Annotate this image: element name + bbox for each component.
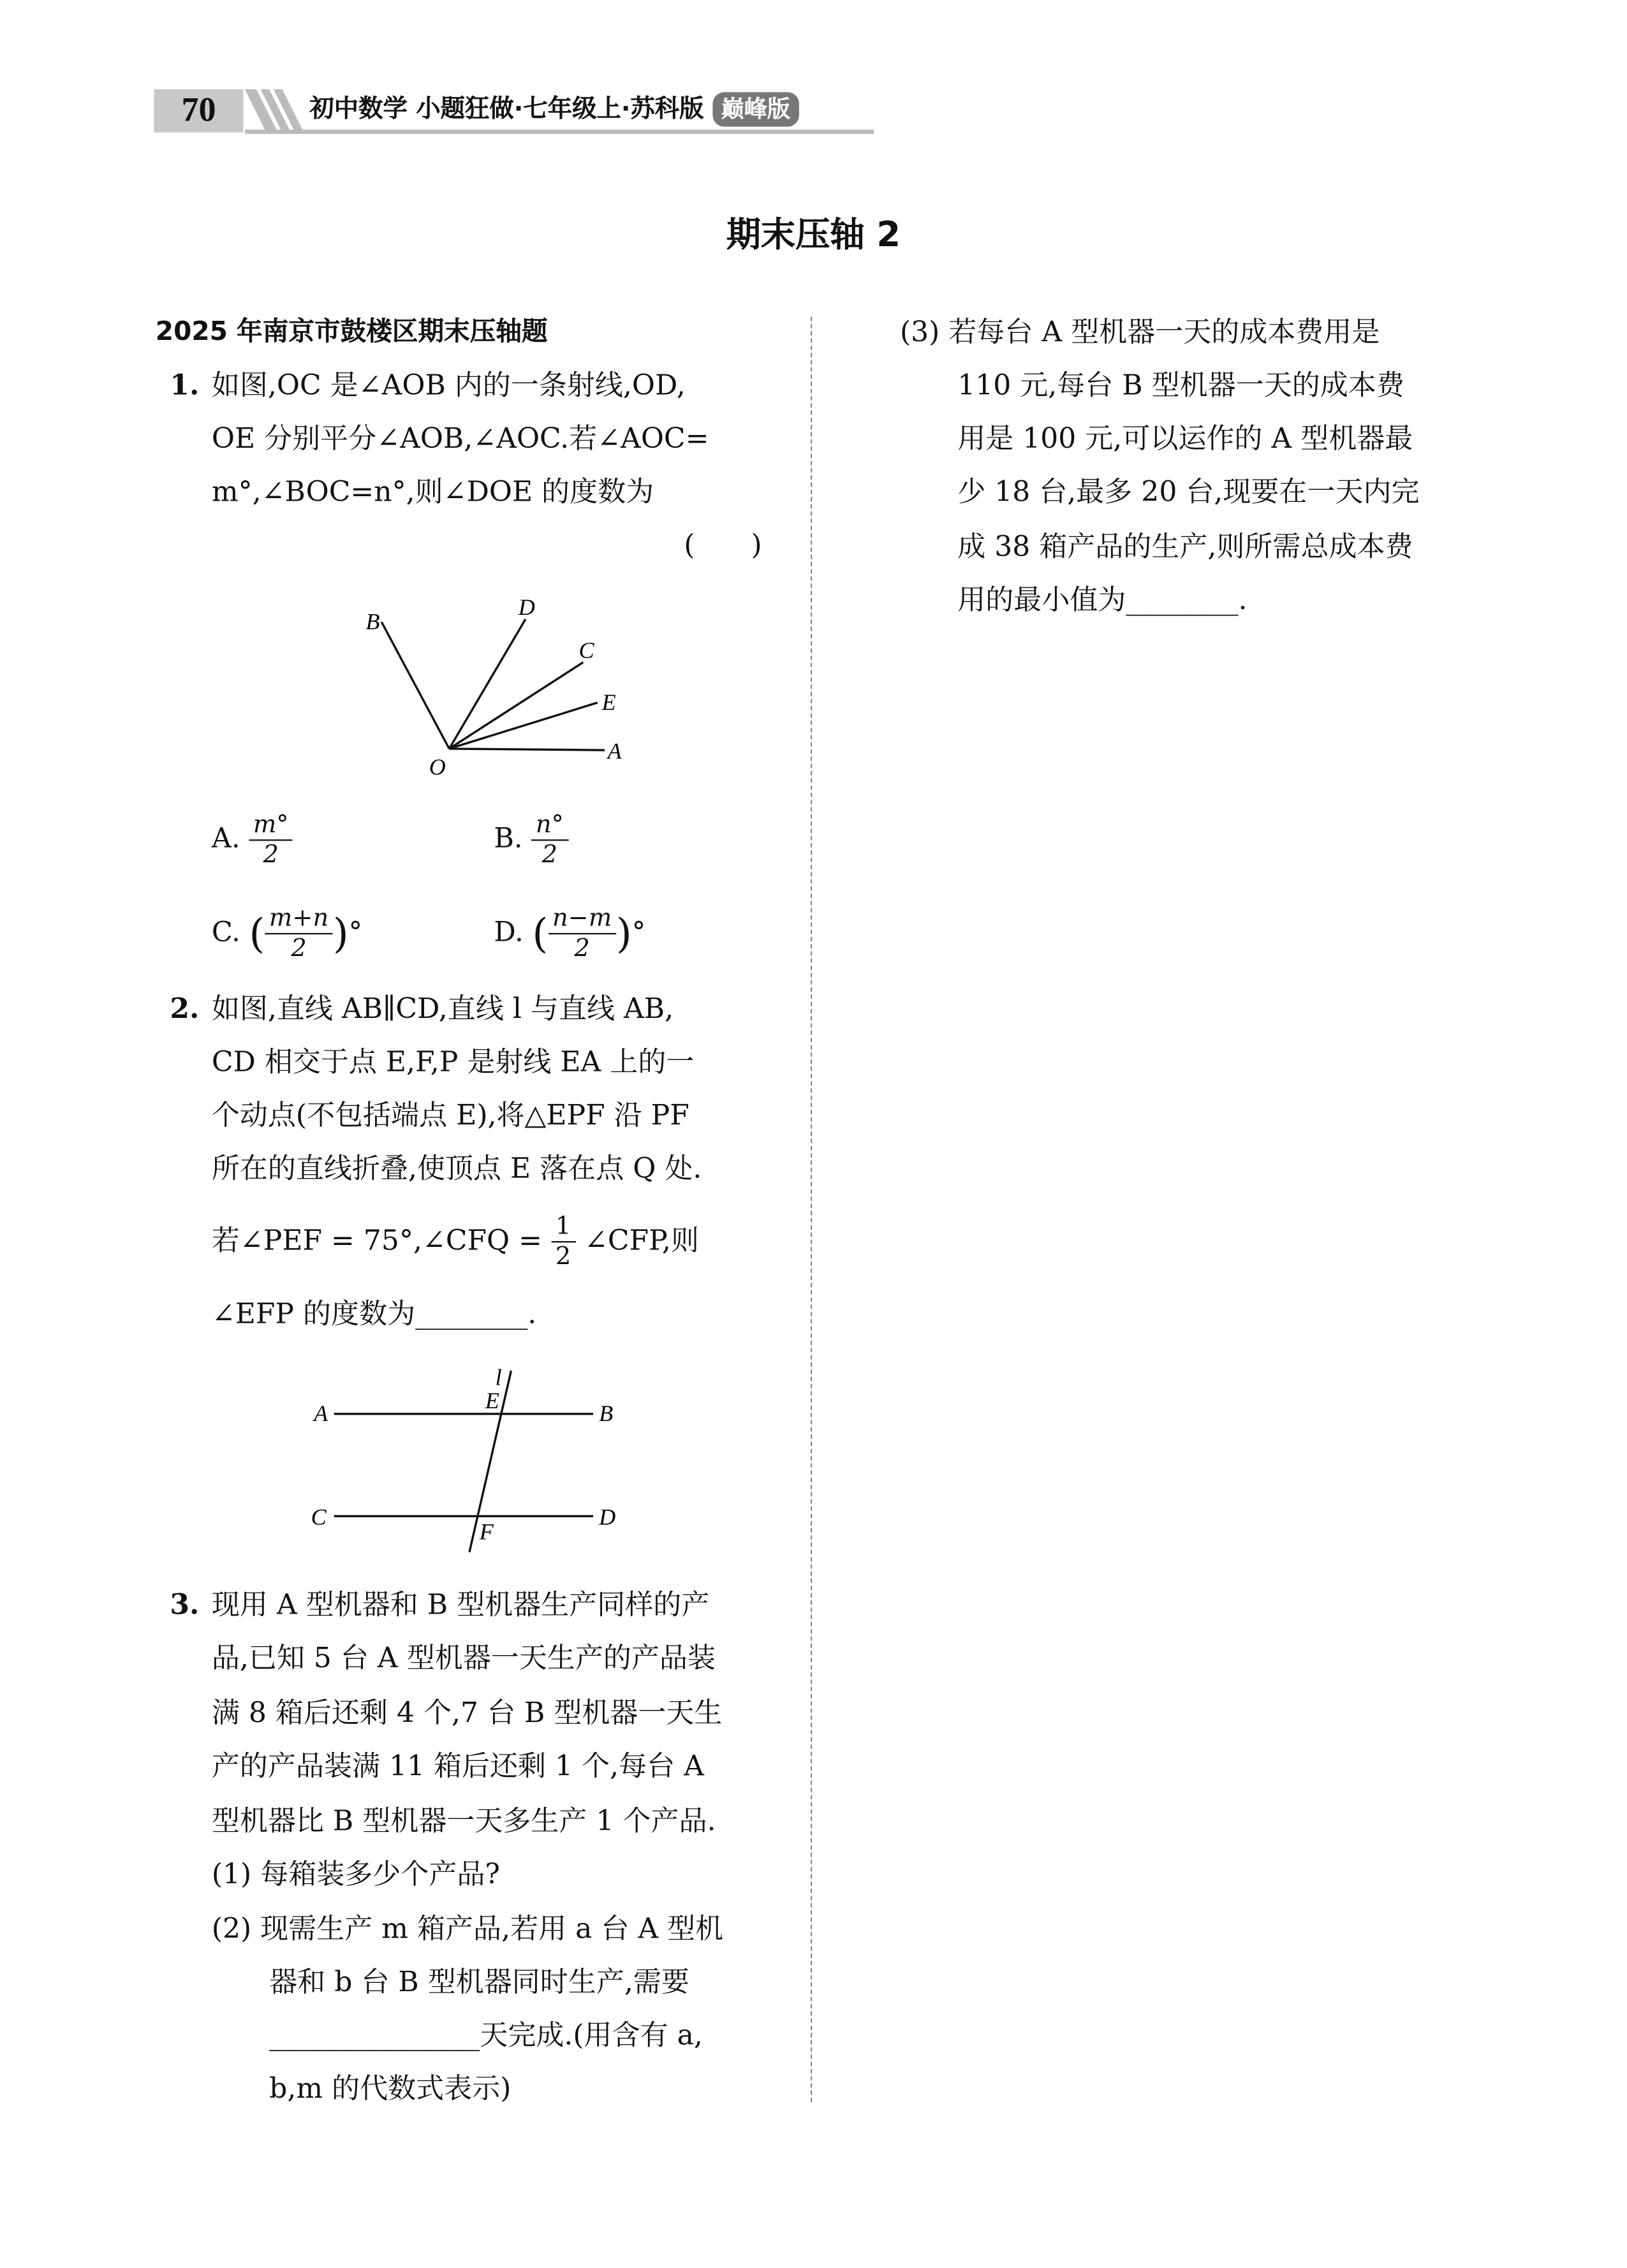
q2-number: 2. (170, 992, 200, 1026)
book-title-text: 初中数学 小题狂做·七年级上·苏科版 (309, 94, 704, 124)
q2-line-6[interactable]: ∠EFP 的度数为________. (211, 1297, 537, 1330)
q3-sub2: (2) 现需生产 m 箱产品,若用 a 台 A 型机 (211, 1911, 724, 1945)
label-e: E (485, 1387, 499, 1413)
fraction-denominator: 2 (263, 841, 279, 870)
q2-line: 所在的直线折叠,使顶点 E 落在点 Q 处. (211, 1152, 702, 1185)
q2-line-5 (212, 1207, 699, 1276)
book-title (309, 92, 799, 126)
fraction-numerator: m+n (265, 904, 333, 934)
q3-sub3: (3) 若每台 A 型机器一天的成本费用是 (899, 315, 1380, 349)
q3-sub3: 成 38 箱产品的生产,则所需总成本费 (957, 529, 1413, 563)
header-rule (245, 129, 874, 134)
fraction-numerator: n° (531, 811, 568, 841)
q2-line: CD 相交于点 E,F,P 是射线 EA 上的一 (211, 1045, 695, 1079)
header-stripes (245, 89, 310, 133)
q3-line: 产的产品装满 11 箱后还剩 1 个,每台 A (211, 1749, 704, 1783)
q1-number: 1. (170, 368, 200, 402)
label-c: C (578, 637, 594, 663)
q3-sub3: 110 元,每台 B 型机器一天的成本费 (957, 368, 1404, 402)
section-heading: 2025 年南京市鼓楼区期末压轴题 (155, 316, 548, 348)
q2-line: 如图,直线 AB∥CD,直线 l 与直线 AB, (211, 992, 674, 1026)
fraction-denominator: 2 (574, 934, 590, 964)
q1-line: OE 分别平分∠AOB,∠AOC.若∠AOC= (211, 422, 709, 455)
label-o: O (429, 754, 446, 780)
q2-text: ∠CFP,则 (584, 1223, 699, 1257)
q3-sub3: 少 18 台,最多 20 台,现要在一天内完 (957, 475, 1420, 508)
label-c: C (311, 1504, 327, 1530)
q3-line: 满 8 箱后还剩 4 个,7 台 B 型机器一天生 (211, 1696, 723, 1730)
fraction-denominator: 2 (541, 841, 558, 870)
q2-text: 若∠PEF = 75°,∠CFQ = (211, 1223, 543, 1257)
label-a: A (314, 1401, 328, 1427)
option-b[interactable] (494, 811, 568, 870)
label-d: D (599, 1504, 616, 1530)
q1-line: m°,∠BOC=n°,则∠DOE 的度数为 (211, 475, 654, 508)
q3-sub3-blank[interactable]: 用的最小值为________. (957, 583, 1248, 617)
fraction-numerator: 1 (551, 1212, 575, 1242)
label-l: l (495, 1364, 502, 1390)
option-c[interactable]: C. ( $\frac{m+n}{2}$ )° (211, 904, 363, 964)
angle-figure (346, 583, 663, 792)
q3-sub2: 器和 b 台 B 型机器同时生产,需要 (269, 1965, 689, 1999)
fraction-numerator: m° (249, 811, 293, 841)
option-label: A. (211, 823, 240, 855)
q3-sub2: b,m 的代数式表示) (269, 2072, 512, 2105)
answer-paren: ( ) (684, 528, 762, 562)
option-a[interactable] (212, 811, 293, 870)
label-e: E (601, 689, 616, 715)
label-d: D (518, 594, 535, 620)
q3-sub3: 用是 100 元,可以运作的 A 型机器最 (957, 422, 1413, 455)
option-label: D. (494, 916, 524, 948)
q3-line: 型机器比 B 型机器一天多生产 1 个产品. (211, 1804, 716, 1837)
fraction-denominator: 2 (291, 934, 307, 964)
q3-line: 品,已知 5 台 A 型机器一天生产的产品装 (211, 1641, 716, 1675)
option-label: C. (211, 916, 240, 948)
q3-number: 3. (170, 1588, 200, 1621)
q3-sub2-blank[interactable]: _______________天完成.(用含有 a, (269, 2019, 703, 2052)
page-title: 期末压轴 2 (726, 214, 901, 255)
q3-sub1: (1) 每箱装多少个产品? (211, 1857, 500, 1891)
edition-badge: 巅峰版 (712, 92, 799, 126)
q3-line: 现用 A 型机器和 B 型机器生产同样的产 (211, 1588, 710, 1621)
label-a: A (607, 738, 622, 764)
fraction-numerator: n−m (548, 904, 616, 934)
q2-line: 个动点(不包括端点 E),将△EPF 沿 PF (211, 1098, 689, 1132)
label-f: F (479, 1519, 494, 1545)
fraction-denominator: 2 (555, 1242, 571, 1272)
q1-line: 如图,OC 是∠AOB 内的一条射线,OD, (211, 368, 686, 402)
option-d[interactable]: D. ( $\frac{n-m}{2}$ )° (494, 904, 646, 964)
parallel-lines-figure (302, 1360, 633, 1562)
page-number: 70 (154, 89, 244, 133)
label-b: B (365, 608, 380, 635)
label-b: B (599, 1401, 614, 1427)
column-divider (811, 317, 812, 2102)
option-label: B. (494, 823, 523, 855)
